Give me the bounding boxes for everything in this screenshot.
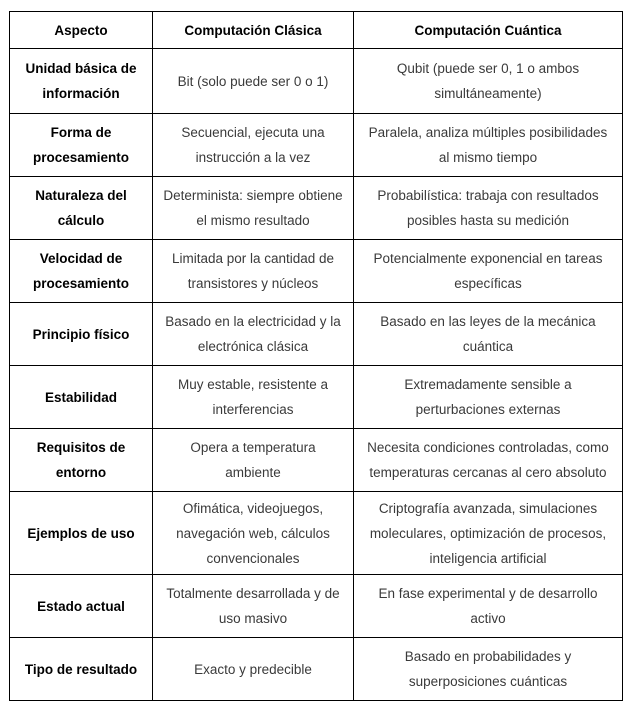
quantum-cell: Criptografía avanzada, simulaciones moleculares, optimización de procesos, inteligencia artificial [354,492,623,575]
table-row [10,429,623,492]
quantum-cell: En fase experimental y de desarrollo activo [354,575,623,638]
classic-cell: Limitada por la cantidad de transistores y núcleos [153,240,354,303]
quantum-cell: Necesita condiciones controladas, como temperaturas cercanas al cero absoluto [354,429,623,492]
table-row [10,240,623,303]
aspect-cell: Principio físico [10,303,153,366]
aspect-cell: Forma de procesamiento [10,114,153,177]
classic-cell: Opera a temperatura ambiente [153,429,354,492]
classic-cell: Determinista: siempre obtiene el mismo resultado [153,177,354,240]
table-row [10,366,623,429]
classic-cell: Ofimática, videojuegos, navegación web, cálculos convencionales [153,492,354,575]
classic-cell: Secuencial, ejecuta una instrucción a la vez [153,114,354,177]
header-quantum: Computación Cuántica [354,12,623,49]
quantum-cell: Extremadamente sensible a perturbaciones externas [354,366,623,429]
table-row [10,303,623,366]
classic-cell: Totalmente desarrollada y de uso masivo [153,575,354,638]
table-row [10,575,623,638]
classic-cell: Muy estable, resistente a interferencias [153,366,354,429]
comparison-table [9,11,623,701]
quantum-cell: Potencialmente exponencial en tareas específicas [354,240,623,303]
header-aspect: Aspecto [10,12,153,49]
aspect-cell: Estabilidad [10,366,153,429]
aspect-cell: Tipo de resultado [10,638,153,701]
classic-cell: Bit (solo puede ser 0 o 1) [153,49,354,114]
quantum-cell: Basado en las leyes de la mecánica cuántica [354,303,623,366]
aspect-cell: Estado actual [10,575,153,638]
aspect-cell: Naturaleza del cálculo [10,177,153,240]
table-row [10,114,623,177]
classic-cell: Exacto y predecible [153,638,354,701]
quantum-cell: Paralela, analiza múltiples posibilidades al mismo tiempo [354,114,623,177]
aspect-cell: Ejemplos de uso [10,492,153,575]
quantum-cell: Probabilística: trabaja con resultados posibles hasta su medición [354,177,623,240]
table-row [10,177,623,240]
table-row [10,492,623,575]
header-row [10,12,623,49]
table-row [10,49,623,114]
quantum-cell: Basado en probabilidades y superposiciones cuánticas [354,638,623,701]
header-classic: Computación Clásica [153,12,354,49]
classic-cell: Basado en la electricidad y la electrónica clásica [153,303,354,366]
quantum-cell: Qubit (puede ser 0, 1 o ambos simultáneamente) [354,49,623,114]
aspect-cell: Requisitos de entorno [10,429,153,492]
aspect-cell: Velocidad de procesamiento [10,240,153,303]
aspect-cell: Unidad básica de información [10,49,153,114]
table-row [10,638,623,701]
